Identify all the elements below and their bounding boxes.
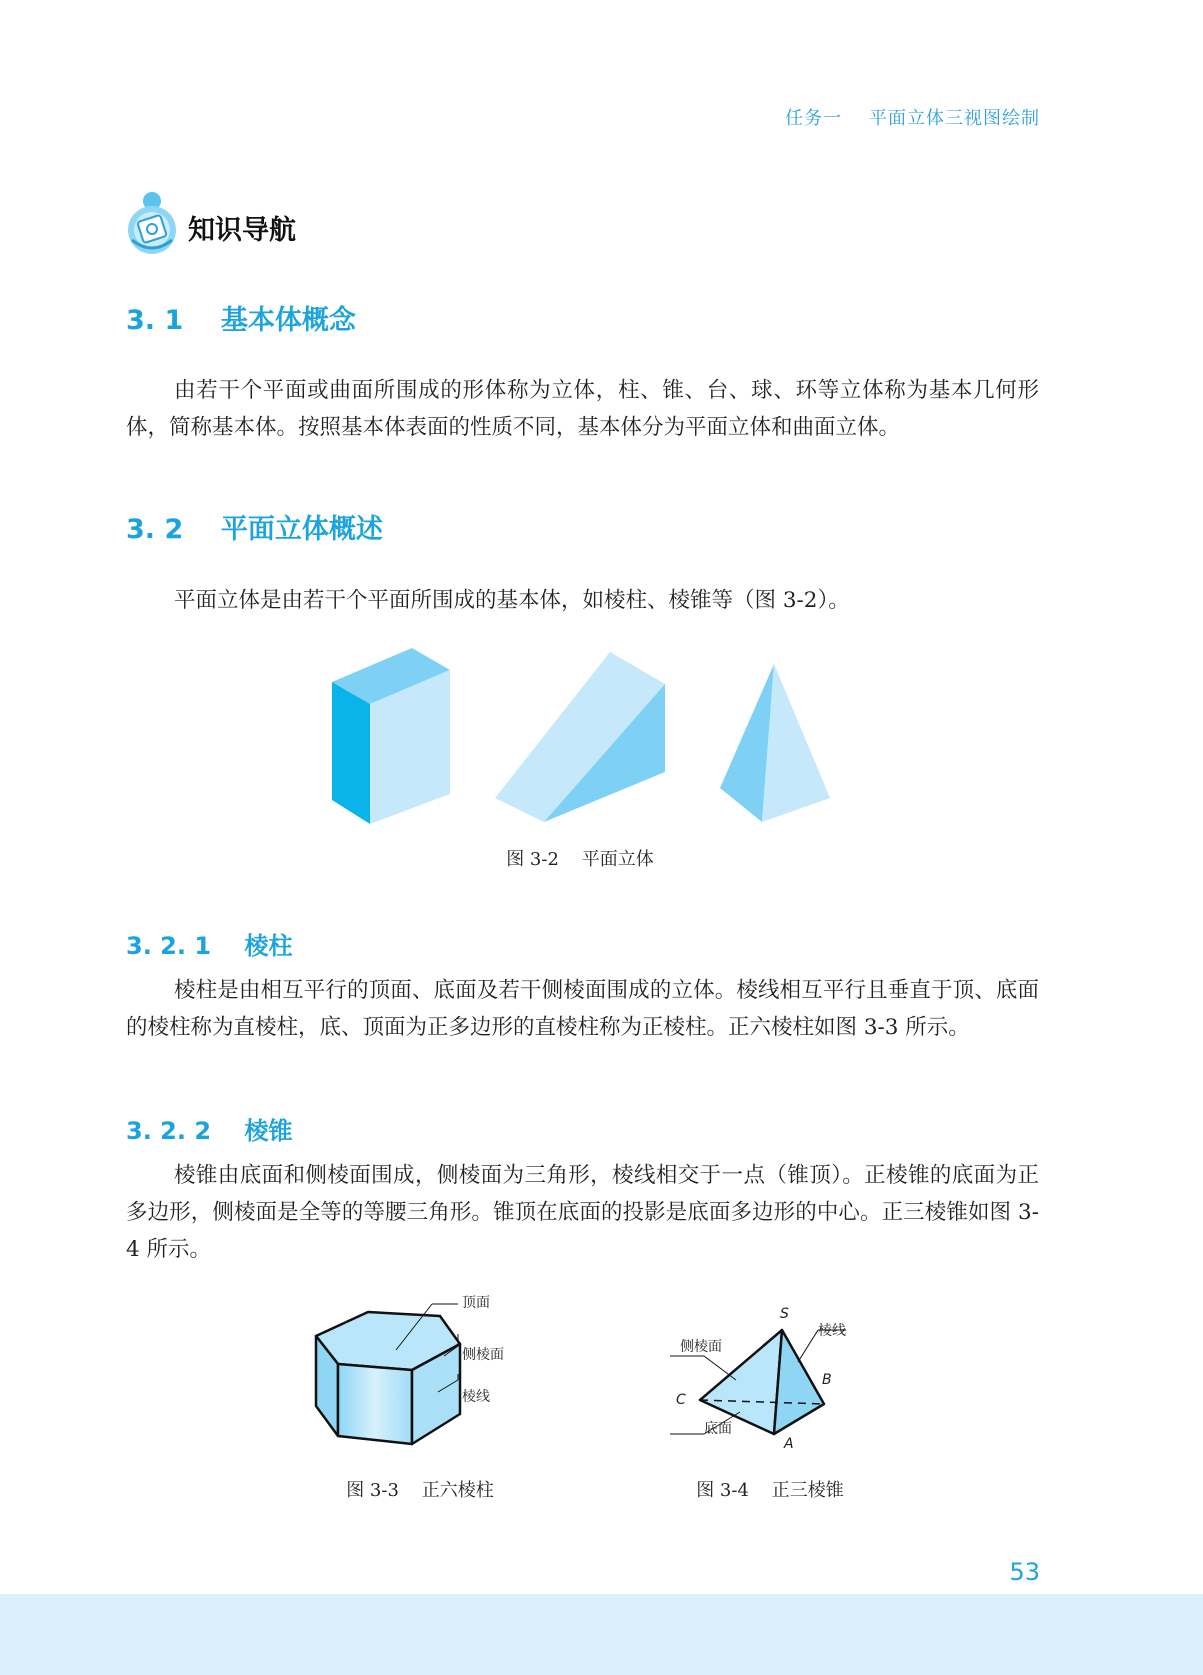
point-a-label: A bbox=[784, 1436, 794, 1452]
label-side-face: 侧棱面 bbox=[680, 1339, 722, 1355]
section-title: 平面立体概述 bbox=[220, 514, 383, 545]
section-number: 3. 1 bbox=[126, 305, 184, 336]
section-3-2-2-paragraph: 棱锥由底面和侧棱面围成，侧棱面为三角形，棱线相交于一点（锥顶）。正棱锥的底面为正多边形，侧棱面是全等的等腰三角形。锥顶在底面的投影是底面多边形的中心。正三棱锥如图 3-4 所示。 bbox=[126, 1163, 1039, 1262]
label-side-face: 侧棱面 bbox=[462, 1347, 504, 1363]
point-c-label: C bbox=[676, 1392, 686, 1408]
section-3-2-1-paragraph: 棱柱是由相互平行的顶面、底面及若干侧棱面围成的立体。棱线相互平行且垂直于顶、底面的棱柱称为直棱柱，底、顶面为正多边形的直棱柱称为正棱柱。正六棱柱如图 3-3 所示。 bbox=[126, 978, 1039, 1040]
section-3-1-heading bbox=[126, 298, 356, 337]
point-b-label: B bbox=[822, 1372, 832, 1388]
knowledge-nav-title: 知识导航 bbox=[188, 215, 296, 246]
section-3-2-1-heading bbox=[126, 926, 292, 961]
label-base: 底面 bbox=[704, 1421, 732, 1437]
section-number: 3. 2 bbox=[126, 514, 184, 545]
figure-3-2-illustration bbox=[320, 642, 840, 842]
section-title: 基本体概念 bbox=[220, 305, 356, 336]
point-s-label: S bbox=[780, 1306, 789, 1322]
figure-3-3-caption: 图 3-3 正六棱柱 bbox=[346, 1480, 494, 1501]
running-header: 任务一 平面立体三视图绘制 bbox=[785, 108, 1040, 129]
figure-3-2-caption: 图 3-2 平面立体 bbox=[506, 849, 654, 870]
figure-3-3-illustration bbox=[300, 1284, 560, 1464]
triangular-prism bbox=[495, 652, 665, 822]
label-top-face: 顶面 bbox=[462, 1295, 490, 1311]
page-number: 53 bbox=[1009, 1558, 1040, 1586]
label-edge: 棱线 bbox=[818, 1323, 846, 1339]
section-3-1-paragraph: 由若干个平面或曲面所围成的形体称为立体，柱、锥、台、球、环等立体称为基本几何形体，简称基本体。按照基本体表面的性质不同，基本体分为平面立体和曲面立体。 bbox=[126, 378, 1039, 440]
section-number: 3. 2. 1 bbox=[126, 932, 212, 960]
rectangular-prism bbox=[332, 648, 450, 824]
section-title: 棱柱 bbox=[244, 932, 293, 960]
figure-3-4-caption: 图 3-4 正三棱锥 bbox=[696, 1480, 844, 1501]
section-title: 棱锥 bbox=[244, 1117, 293, 1145]
section-3-2-2-heading bbox=[126, 1111, 292, 1146]
section-number: 3. 2. 2 bbox=[126, 1117, 212, 1145]
pyramid bbox=[720, 664, 830, 822]
label-edge: 棱线 bbox=[462, 1389, 490, 1405]
section-3-2-heading bbox=[126, 507, 383, 546]
knowledge-nav-icon bbox=[124, 190, 180, 256]
section-3-2-paragraph: 平面立体是由若干个平面所围成的基本体，如棱柱、棱锥等（图 3-2）。 bbox=[174, 588, 850, 613]
footer-band bbox=[0, 1594, 1203, 1675]
